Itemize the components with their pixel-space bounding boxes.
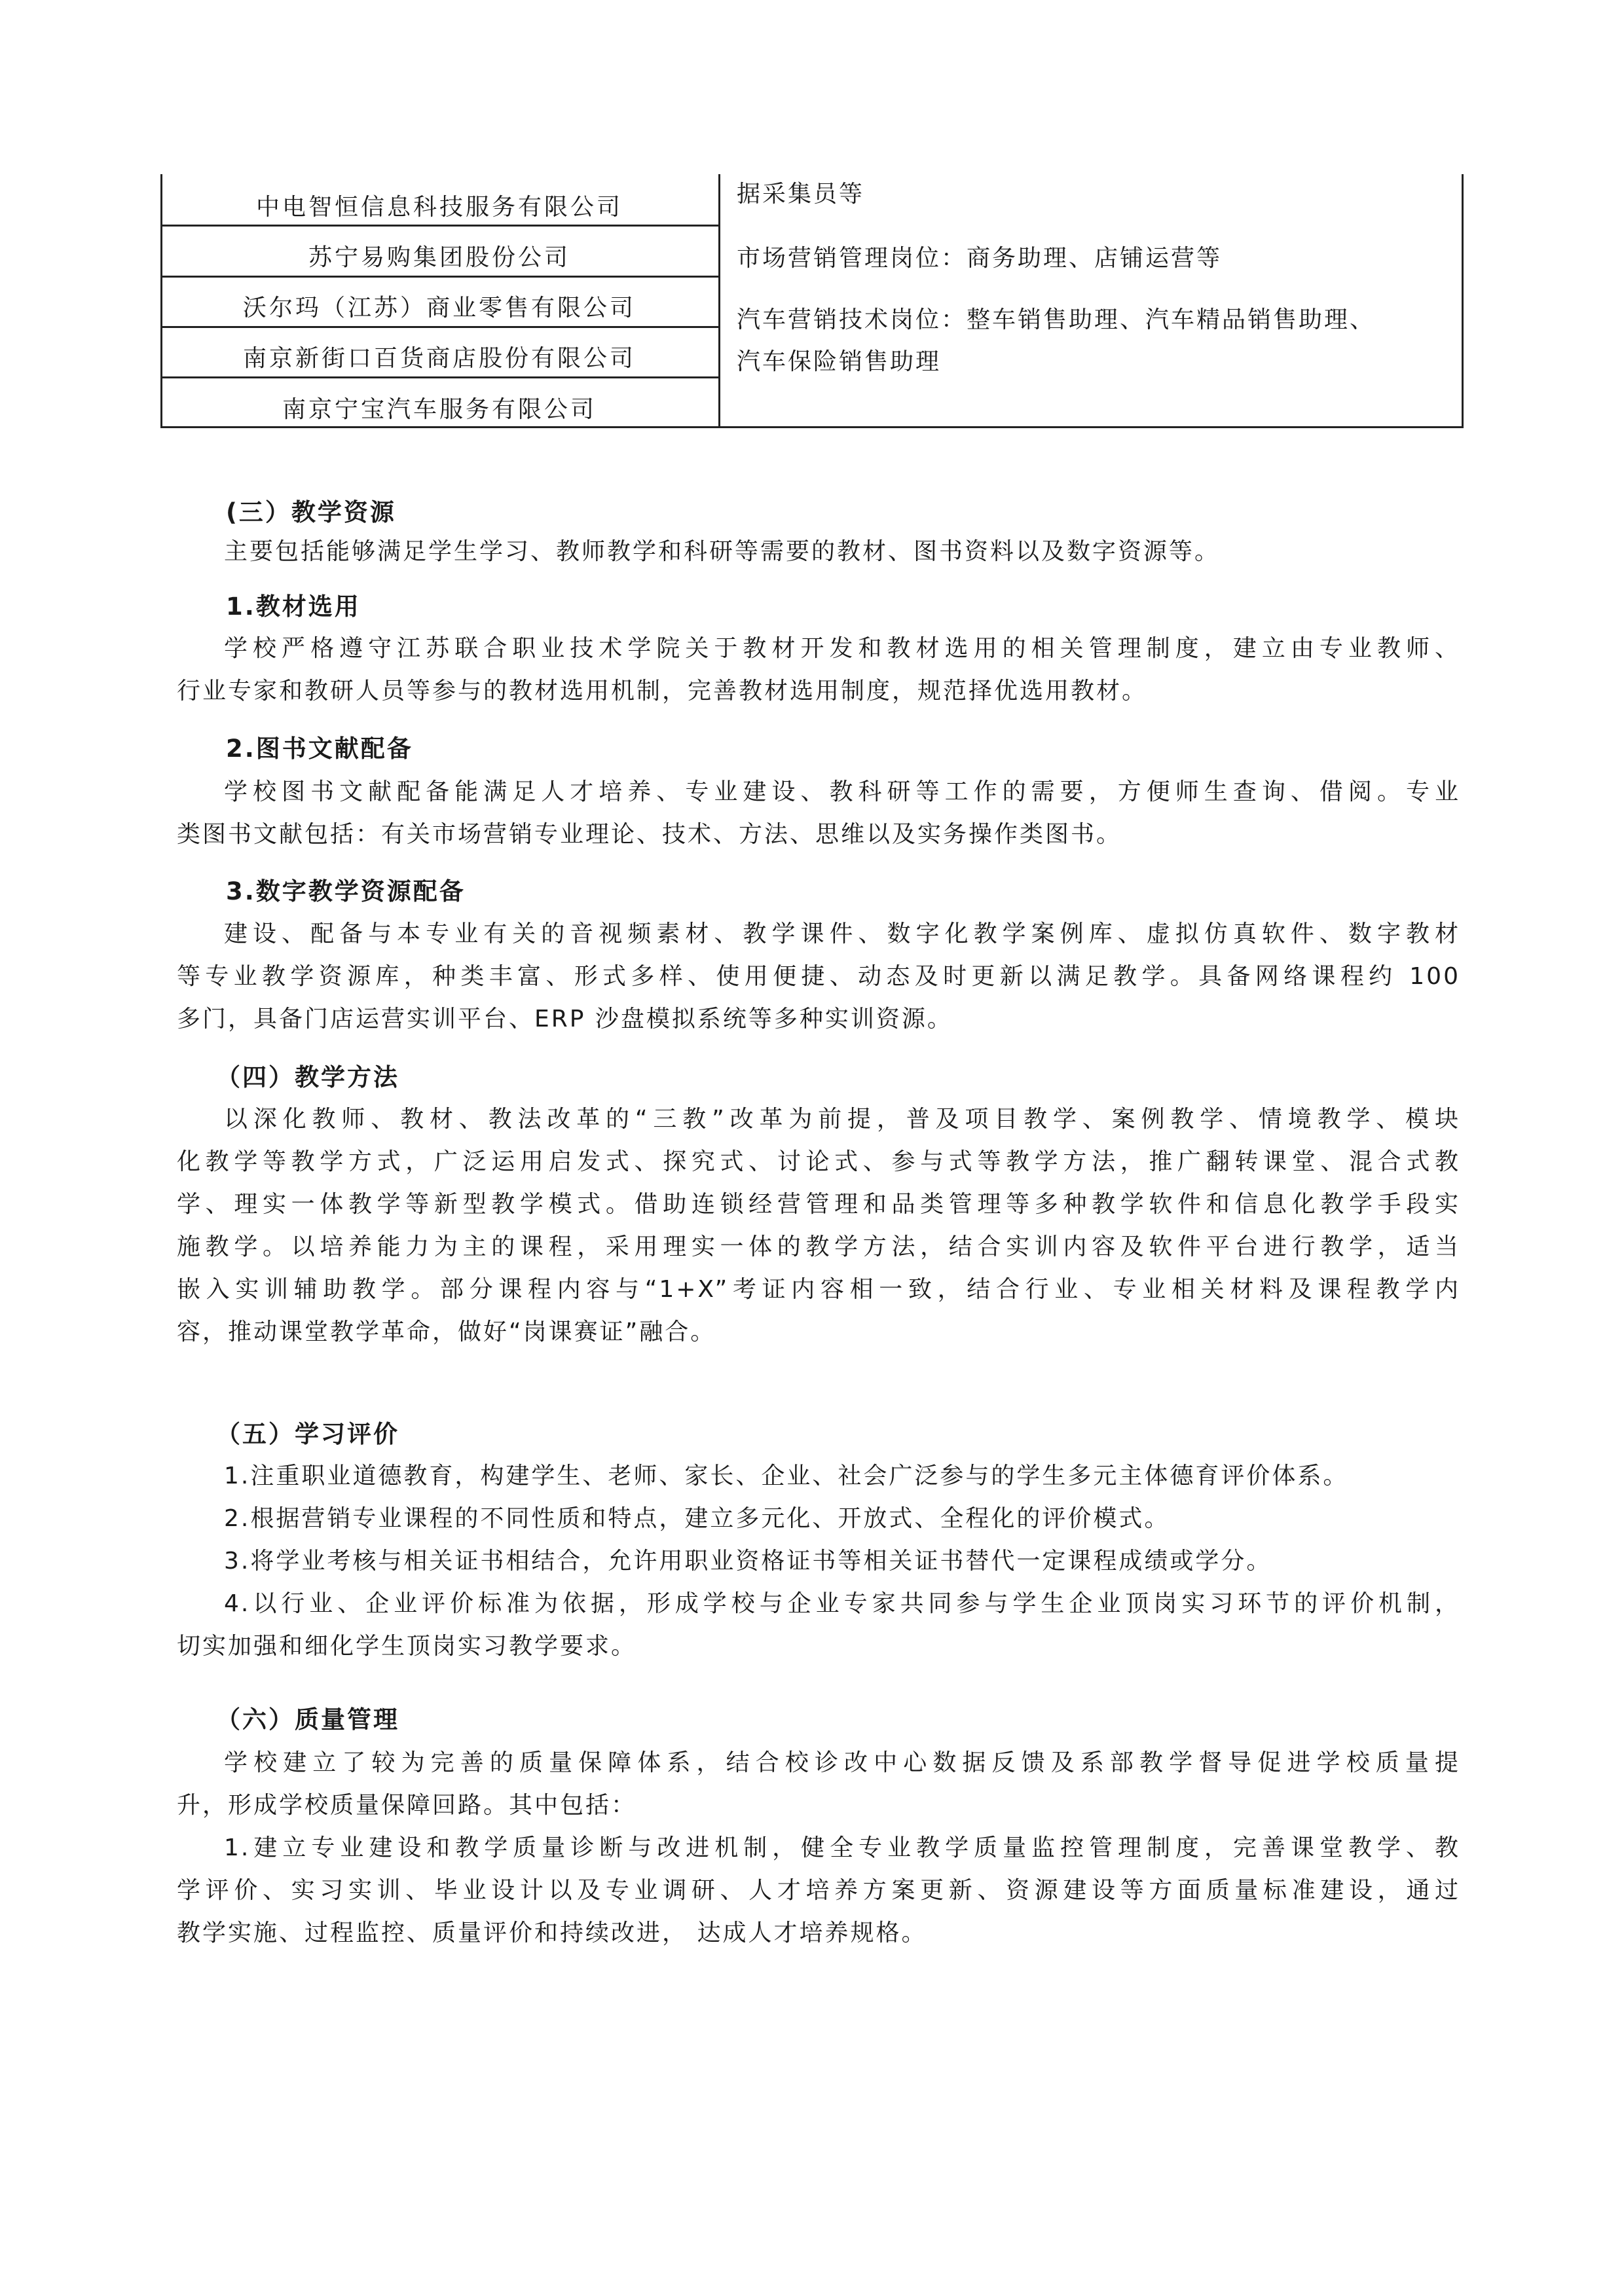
text-line: 学校图书文献配备能满足人才培养、专业建设、教科研等工作的需要，方便师生查询、借阅。专业 <box>224 778 1460 805</box>
section-heading-quality-management: （六）质量管理 <box>216 1705 399 1734</box>
list-item: 1.建立专业建设和教学质量诊断与改进机制，健全专业教学质量监控管理制度，完善课堂教学、教 <box>224 1834 1460 1861</box>
section-heading-teaching-methods: （四）教学方法 <box>216 1063 399 1091</box>
position-cell: 据采集员等 <box>737 181 865 208</box>
text-line: 教学实施、过程监控、质量评价和持续改进， 达成人才培养规格。 <box>177 1920 927 1946</box>
table-row-divider <box>160 276 720 278</box>
text-line: 学评价、实习实训、毕业设计以及专业调研、人才培养方案更新、资源建设等方面质量标准建设，通过 <box>177 1877 1460 1904</box>
subheading-library: 2.图书文献配备 <box>226 735 413 763</box>
text-line: 化教学等教学方式，广泛运用启发式、探究式、讨论式、参与式等教学方法，推广翻转课堂、混合式教 <box>177 1148 1460 1175</box>
position-cell: 汽车保险销售助理 <box>737 348 942 375</box>
text-line: 等专业教学资源库，种类丰富、形式多样、使用便捷、动态及时更新以满足教学。具备网络课程约 100 <box>177 963 1460 990</box>
employment-table <box>160 174 1464 428</box>
text-line: 学校建立了较为完善的质量保障体系，结合校诊改中心数据反馈及系部教学督导促进学校质量提 <box>224 1749 1460 1776</box>
text-line: 嵌入实训辅助教学。部分课程内容与“1+X”考证内容相一致，结合行业、专业相关材料及课程教学内 <box>177 1276 1460 1303</box>
list-item: 2.根据营销专业课程的不同性质和特点，建立多元化、开放式、全程化的评价模式。 <box>224 1505 1170 1532</box>
company-cell: 南京新街口百货商店股份有限公司 <box>242 345 636 372</box>
text-line: 建设、配备与本专业有关的音视频素材、教学课件、数字化教学案例库、虚拟仿真软件、数字教材 <box>224 920 1460 947</box>
list-item: 1.注重职业道德教育，构建学生、老师、家长、企业、社会广泛参与的学生多元主体德育评价体系。 <box>224 1463 1349 1489</box>
subheading-textbooks: 1.教材选用 <box>226 592 361 621</box>
text-line: 主要包括能够满足学生学习、教师教学和科研等需要的教材、图书资料以及数字资源等。 <box>224 538 1221 565</box>
position-cell: 汽车营销技术岗位：整车销售助理、汽车精品销售助理、 <box>737 306 1376 333</box>
paragraph <box>177 771 1460 856</box>
company-cell: 中电智恒信息科技服务有限公司 <box>255 194 623 221</box>
table-right-border <box>1462 174 1464 428</box>
table-row-divider <box>160 326 720 328</box>
list-item: 3.将学业考核与相关证书相结合，允许用职业资格证书等相关证书替代一定课程成绩或学分。 <box>224 1548 1272 1575</box>
table-row-divider <box>160 376 720 378</box>
text-line: 多门，具备门店运营实训平台、ERP 沙盘模拟系统等多种实训资源。 <box>177 1006 953 1032</box>
company-cell: 苏宁易购集团股份公司 <box>308 244 570 271</box>
text-line: 容，推动课堂教学革命，做好“岗课赛证”融合。 <box>177 1319 716 1345</box>
paragraph <box>177 913 1460 1040</box>
subheading-digital-resources: 3.数字教学资源配备 <box>226 877 466 905</box>
company-cell: 南京宁宝汽车服务有限公司 <box>282 396 597 423</box>
text-line: 以深化教师、教材、教法改革的“三教”改革为前提，普及项目教学、案例教学、情境教学、模块 <box>224 1106 1460 1133</box>
company-cell: 沃尔玛（江苏）商业零售有限公司 <box>242 295 636 321</box>
paragraph <box>177 1098 1460 1353</box>
paragraph <box>177 1741 1460 1954</box>
evaluation-list <box>177 1455 1460 1667</box>
section-heading-learning-evaluation: （五）学习评价 <box>216 1420 399 1448</box>
text-line: 切实加强和细化学生顶岗实习教学要求。 <box>177 1633 637 1660</box>
paragraph <box>177 627 1460 712</box>
table-column-divider <box>718 174 720 428</box>
text-line: 升，形成学校质量保障回路。其中包括： <box>177 1792 637 1819</box>
text-line: 学校严格遵守江苏联合职业技术学院关于教材开发和教材选用的相关管理制度，建立由专业教师、 <box>224 635 1460 662</box>
paragraph <box>177 530 1460 573</box>
text-line: 施教学。以培养能力为主的课程，采用理实一体的教学方法，结合实训内容及软件平台进行教学，适当 <box>177 1233 1460 1260</box>
section-heading-teaching-resources: (三）教学资源 <box>226 498 396 526</box>
text-line: 类图书文献包括：有关市场营销专业理论、技术、方法、思维以及实务操作类图书。 <box>177 821 1122 848</box>
position-cell: 市场营销管理岗位：商务助理、店铺运营等 <box>737 245 1223 272</box>
table-row-divider <box>160 225 720 227</box>
text-line: 学、理实一体教学等新型教学模式。借助连锁经营管理和品类管理等多种教学软件和信息化教学手段实 <box>177 1191 1460 1218</box>
text-line: 行业专家和教研人员等参与的教材选用机制，完善教材选用制度，规范择优选用教材。 <box>177 678 1148 704</box>
list-item: 4.以行业、企业评价标准为依据，形成学校与企业专家共同参与学生企业顶岗实习环节的评价机制， <box>224 1590 1460 1617</box>
